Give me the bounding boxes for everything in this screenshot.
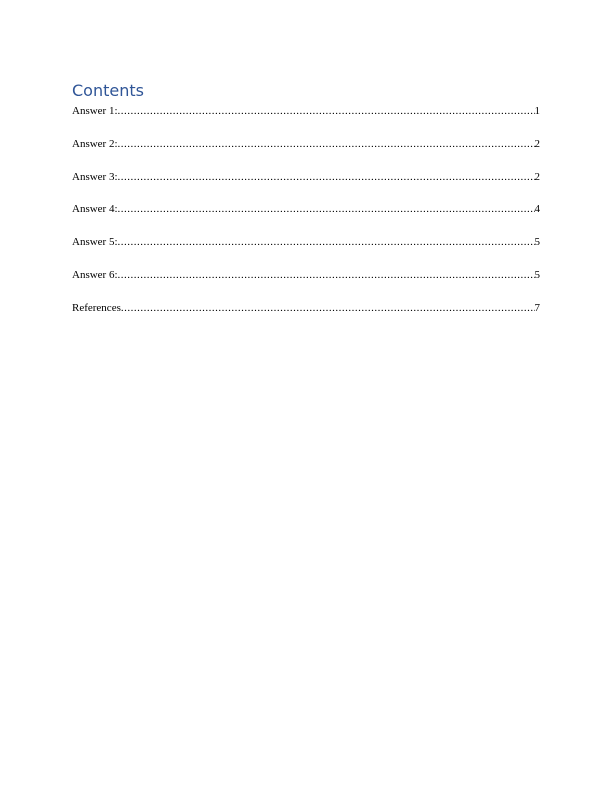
toc-entry-answer-1[interactable] — [72, 103, 540, 119]
toc-dot-leader — [118, 267, 535, 283]
toc-entry-label: Answer 4: — [72, 203, 118, 216]
toc-entry-answer-5[interactable] — [72, 234, 540, 250]
toc-entry-label: Answer 5: — [72, 236, 118, 249]
toc-list — [72, 103, 540, 333]
toc-entry-label: Answer 2: — [72, 137, 118, 150]
toc-entry-label: Answer 6: — [72, 268, 118, 281]
toc-entry-answer-6[interactable] — [72, 267, 540, 283]
toc-dot-leader — [118, 136, 535, 152]
toc-entry-answer-3[interactable] — [72, 169, 540, 185]
toc-entry-label: Answer 3: — [72, 170, 118, 183]
toc-entry-page: 2 — [534, 137, 540, 150]
toc-entry-references[interactable] — [72, 300, 540, 316]
toc-entry-page: 4 — [534, 203, 540, 216]
toc-dot-leader — [118, 103, 535, 119]
toc-entry-label: Answer 1: — [72, 105, 118, 117]
toc-dot-leader — [118, 234, 535, 250]
toc-dot-leader — [121, 300, 535, 316]
toc-entry-page: 5 — [534, 268, 540, 281]
toc-entry-page: 1 — [534, 105, 540, 117]
toc-entry-page: 7 — [534, 301, 540, 314]
toc-entry-page: 5 — [534, 236, 540, 249]
toc-entry-answer-4[interactable] — [72, 201, 540, 217]
toc-entry-page: 2 — [534, 170, 540, 183]
toc-entry-label: References — [72, 301, 121, 314]
toc-dot-leader — [118, 201, 535, 217]
toc-title: Contents — [72, 81, 144, 100]
toc-entry-answer-2[interactable] — [72, 136, 540, 152]
toc-dot-leader — [118, 169, 535, 185]
